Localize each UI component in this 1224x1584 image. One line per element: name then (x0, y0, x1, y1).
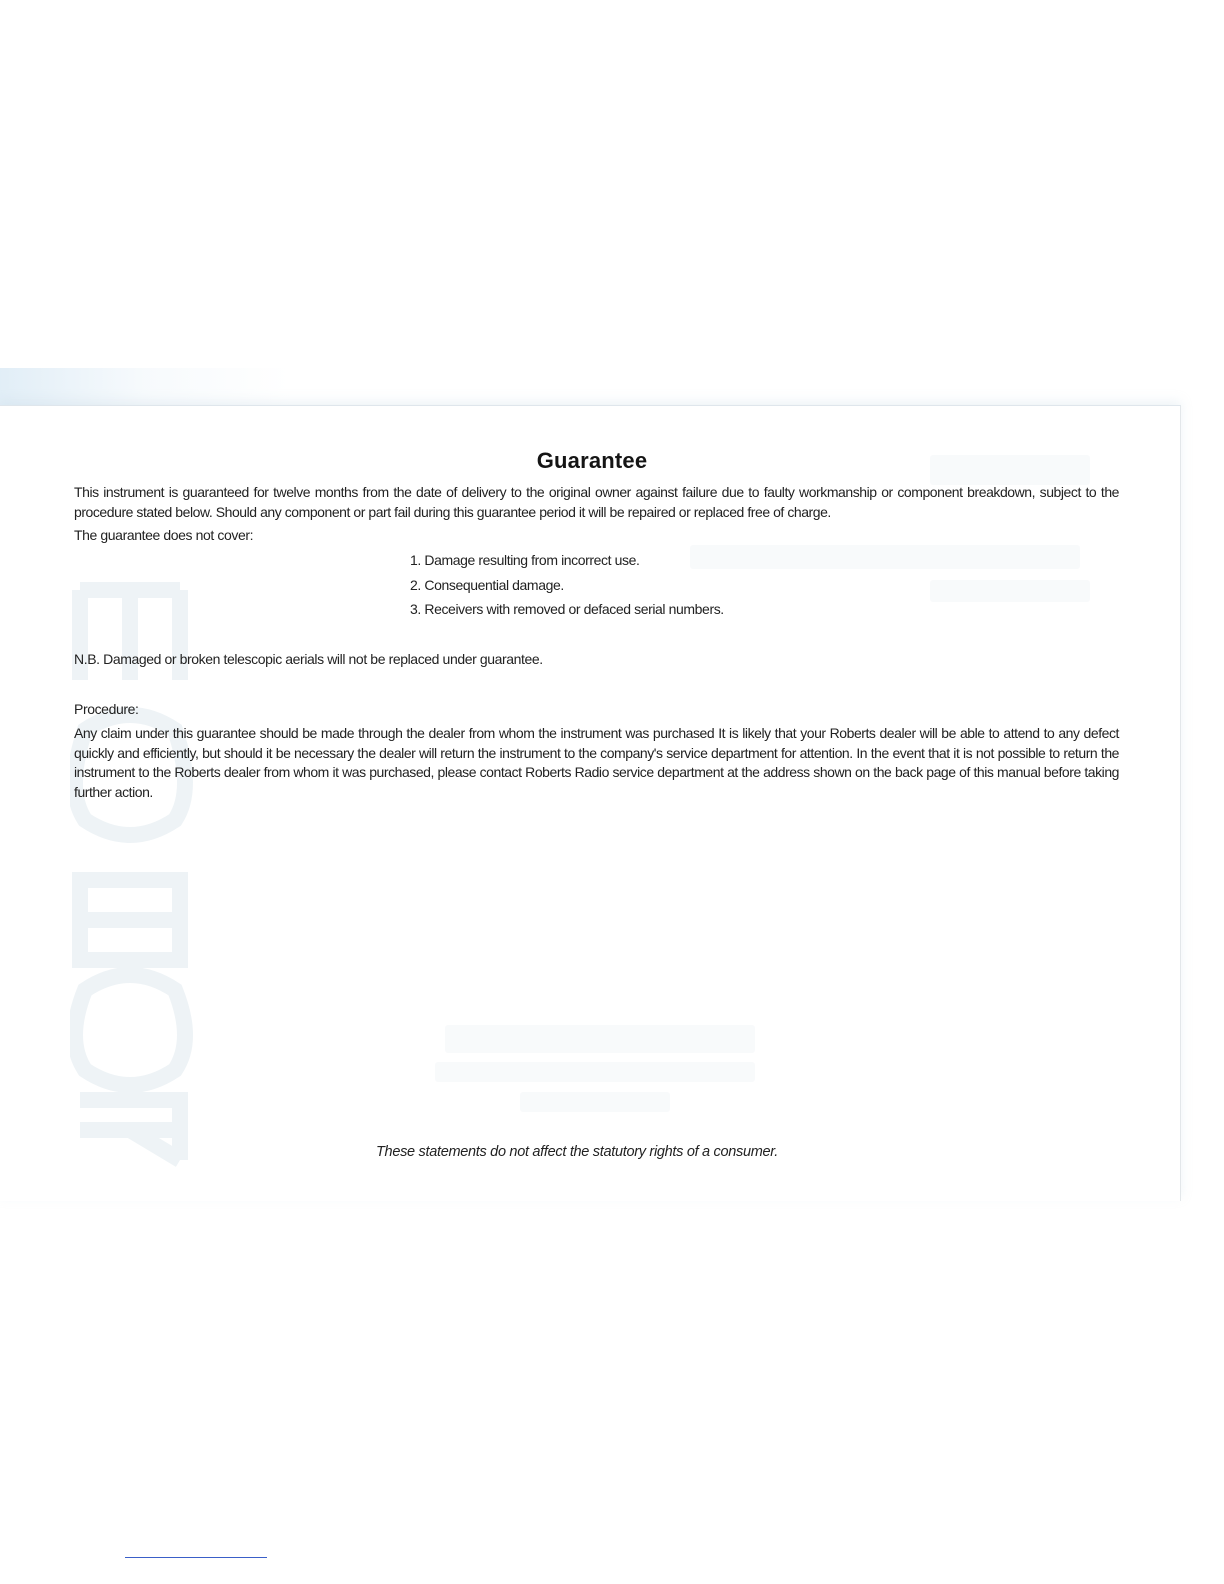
guarantee-intro: This instrument is guaranteed for twelve months from the date of delivery to the original owner against failure due to faulty workmanship or component breakdown, subject to the procedure stated below. Should any component or part fail during this guarantee period it will be repaired or replaced free of charge. (74, 484, 1119, 520)
scan-edge-tint (0, 368, 290, 406)
bleed-through-box (435, 1062, 755, 1082)
statutory-note: These statements do not affect the statutory rights of a consumer. (376, 1144, 778, 1160)
bleed-through-box (445, 1025, 755, 1053)
bleed-through-box (690, 545, 1080, 569)
exclusions-list (410, 552, 724, 626)
bottom-rule (125, 1557, 267, 1558)
nb-note: N.B. Damaged or broken telescopic aerials will not be replaced under guarantee. (74, 651, 543, 667)
list-item: 1. Damage resulting from incorrect use. (410, 552, 640, 568)
bleed-through-box (520, 1092, 670, 1112)
list-item: 3. Receivers with removed or defaced serial numbers. (410, 601, 724, 617)
page-title: Guarantee (536, 448, 648, 473)
bleed-through-box (930, 580, 1090, 602)
exclusions-heading: The guarantee does not cover: (74, 527, 254, 543)
list-item: 2. Consequential damage. (410, 576, 564, 593)
procedure-heading: Procedure: (74, 701, 139, 717)
procedure-text: Any claim under this guarantee should be made through the dealer from whom the instrument was purchased It is likely that your Roberts dealer will be able to attend to any defect quickly and efficiently, but should it be necessary the dealer will return the instrument to the company's service department for attention. In the event that it is not possible to return the instrument to the Roberts dealer from whom it was purchased, please contact Roberts Radio service department at the address shown on the back page of this manual before taking further action. (74, 725, 1119, 800)
